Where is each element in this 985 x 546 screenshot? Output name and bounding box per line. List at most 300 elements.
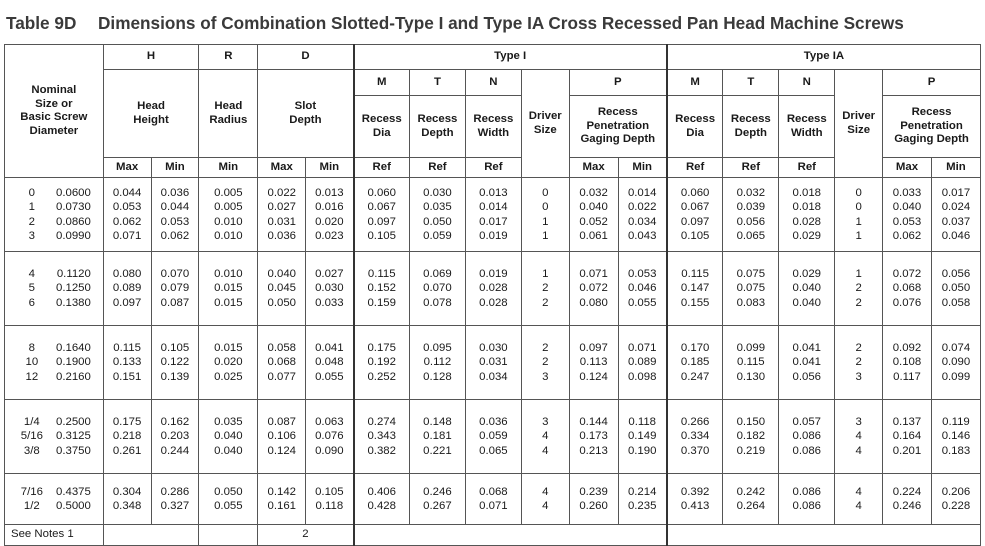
h-min-value: 0.079 <box>160 282 190 295</box>
type-i-driver-value: 3 <box>542 416 549 429</box>
type-ia-m-cell <box>667 178 723 252</box>
type-ia-m-value: 0.170 <box>680 342 710 355</box>
type-ia-m-value: 0.060 <box>680 186 710 199</box>
r-min-value: 0.010 <box>214 229 243 242</box>
h-min-cell <box>151 474 199 525</box>
type-i-m-cell <box>354 252 410 326</box>
dimensions-table <box>4 44 981 546</box>
nominal-size-header: Nominal Size or Basic Screw Diameter <box>5 45 104 178</box>
type-i-p-min-value: 0.043 <box>627 229 657 242</box>
nominal-size-cell <box>5 178 104 252</box>
type-ia-t-cell <box>723 474 779 525</box>
type-ia-p-max-cell <box>883 474 932 525</box>
h-min-value: 0.327 <box>160 500 190 512</box>
type-ia-driver-cell <box>835 326 883 400</box>
type-ia-t-value: 0.075 <box>736 282 766 295</box>
nominal-size-fraction: 5/16 <box>20 430 43 443</box>
d-min-value: 0.023 <box>315 229 344 242</box>
r-notes-cell <box>199 525 258 546</box>
type-i-m-value: 0.428 <box>367 500 396 512</box>
r-min-cell <box>199 178 258 252</box>
type-i-p-min-value: 0.098 <box>627 370 657 383</box>
type-i-p-max-value: 0.072 <box>579 282 608 295</box>
h-max-value: 0.071 <box>112 229 142 242</box>
type-i-t-cell <box>409 252 465 326</box>
type-ia-driver-cell <box>835 400 883 474</box>
type-i-p-min-cell <box>618 400 667 474</box>
nominal-size-fraction: 7/16 <box>20 485 43 498</box>
h-max-value: 0.097 <box>112 296 142 309</box>
r-min-value: 0.015 <box>214 296 243 309</box>
type-ia-n-value: 0.086 <box>792 430 822 443</box>
type-i-n-value: 0.031 <box>479 356 508 369</box>
type-ia-m-cell <box>667 400 723 474</box>
type-i-t-ref-header: Ref <box>409 158 465 178</box>
type-i-p-min-header: Min <box>618 158 667 178</box>
type-ia-p-min-value: 0.046 <box>941 229 971 242</box>
d-min-value: 0.033 <box>315 296 344 309</box>
type-ia-t-value: 0.242 <box>736 485 766 498</box>
type-i-p-max-value: 0.032 <box>579 186 608 199</box>
h-max-value: 0.080 <box>112 268 142 281</box>
type-i-n-value: 0.014 <box>479 201 508 214</box>
type-i-driver-cell <box>521 400 569 474</box>
type-ia-p-min-value: 0.099 <box>941 370 971 383</box>
type-ia-p-max-header: Max <box>883 158 932 178</box>
type-ia-t-value: 0.182 <box>736 430 766 443</box>
h-min-value: 0.203 <box>160 430 190 443</box>
type-ia-n-cell <box>779 474 835 525</box>
type-i-t-cell <box>409 326 465 400</box>
r-min-value: 0.050 <box>214 485 243 498</box>
type-i-recess-depth-header: Recess Depth <box>409 96 465 158</box>
type-ia-t-value: 0.099 <box>736 342 766 355</box>
type-i-driver-cell <box>521 326 569 400</box>
type-ia-m-cell <box>667 326 723 400</box>
basic-diameter-value: 0.3750 <box>56 444 91 457</box>
h-max-value: 0.304 <box>112 485 142 498</box>
type-i-p-max-value: 0.071 <box>579 268 608 281</box>
d-min-value: 0.063 <box>315 416 344 429</box>
type-i-driver-value: 3 <box>542 370 549 383</box>
type-i-t-value: 0.078 <box>423 296 452 309</box>
type-i-m-value: 0.382 <box>367 444 396 457</box>
type-i-m-value: 0.343 <box>367 430 396 443</box>
type-i-driver-cell <box>521 252 569 326</box>
type-ia-p-min-value: 0.058 <box>941 296 971 309</box>
type-ia-n-value: 0.018 <box>792 186 822 199</box>
type-i-t-value: 0.069 <box>423 268 452 281</box>
type-ia-m-value: 0.266 <box>680 416 710 429</box>
d-max-value: 0.161 <box>267 500 297 512</box>
type-ia-t-value: 0.065 <box>736 229 766 242</box>
type-ia-t-value: 0.130 <box>736 370 766 383</box>
h-max-cell <box>103 252 151 326</box>
d-min-value: 0.013 <box>315 186 344 199</box>
type-i-n-value: 0.068 <box>479 485 508 498</box>
nominal-size-cell <box>5 474 104 525</box>
nominal-size-fraction: 10 <box>25 356 39 369</box>
type-ia-n-value: 0.056 <box>792 370 822 383</box>
h-min-value: 0.139 <box>160 370 190 383</box>
type-ia-n-header: N <box>779 70 835 96</box>
basic-diameter-value: 0.1120 <box>56 268 91 281</box>
h-min-value: 0.122 <box>160 356 190 369</box>
type-i-n-cell <box>465 178 521 252</box>
type-i-n-cell <box>465 252 521 326</box>
type-ia-n-value: 0.086 <box>792 444 822 457</box>
type-ia-m-value: 0.247 <box>680 370 710 383</box>
type-i-p-max-value: 0.239 <box>579 485 608 498</box>
basic-diameter-value: 0.1250 <box>56 282 91 295</box>
d-max-cell <box>258 474 306 525</box>
type-ia-t-value: 0.032 <box>736 186 766 199</box>
type-ia-m-value: 0.334 <box>680 430 710 443</box>
type-i-n-ref-header: Ref <box>465 158 521 178</box>
d-min-cell <box>306 474 354 525</box>
type-i-p-max-cell <box>569 178 618 252</box>
basic-diameter-value: 0.0730 <box>56 201 91 214</box>
d-header: D <box>258 45 354 70</box>
type-ia-p-min-value: 0.090 <box>941 356 971 369</box>
d-max-value: 0.068 <box>267 356 297 369</box>
type-i-p-min-value: 0.022 <box>627 201 657 214</box>
type-i-t-value: 0.112 <box>423 356 452 369</box>
type-ia-p-min-value: 0.050 <box>941 282 971 295</box>
type-ia-m-ref-header: Ref <box>667 158 723 178</box>
h-min-value: 0.087 <box>160 296 190 309</box>
h-min-value: 0.286 <box>160 485 190 498</box>
type-i-n-value: 0.059 <box>479 430 508 443</box>
type-ia-n-value: 0.086 <box>792 500 822 512</box>
type-ia-t-value: 0.056 <box>736 215 766 228</box>
d-max-value: 0.031 <box>267 215 297 228</box>
type-ia-t-value: 0.083 <box>736 296 766 309</box>
type-i-t-value: 0.148 <box>423 416 452 429</box>
h-min-cell <box>151 326 199 400</box>
r-min-value: 0.040 <box>214 430 243 443</box>
type-i-m-value: 0.115 <box>367 268 396 281</box>
type-i-p-max-cell <box>569 400 618 474</box>
type-i-p-min-value: 0.014 <box>627 186 657 199</box>
type-i-m-cell <box>354 178 410 252</box>
type-ia-p-max-value: 0.072 <box>892 268 922 281</box>
basic-diameter-value: 0.0600 <box>56 186 91 199</box>
type-ia-p-min-value: 0.056 <box>941 268 971 281</box>
type-i-m-value: 0.105 <box>367 229 396 242</box>
type-ia-driver-value: 4 <box>855 444 862 457</box>
type-ia-m-value: 0.155 <box>680 296 710 309</box>
type-ia-p-max-value: 0.137 <box>892 416 922 429</box>
type-ia-p-max-value: 0.108 <box>892 356 922 369</box>
table-row <box>5 252 981 326</box>
basic-diameter-value: 0.0990 <box>56 229 91 242</box>
type-i-p-max-value: 0.061 <box>579 229 608 242</box>
type-ia-driver-value: 0 <box>855 201 862 214</box>
table-caption: Dimensions of Combination Slotted-Type I and Type IA Cross Recessed Pan Head Machine Screws <box>98 13 904 33</box>
type-i-m-header: M <box>354 70 410 96</box>
type-i-p-max-value: 0.213 <box>579 444 608 457</box>
h-max-cell <box>103 178 151 252</box>
d-max-cell <box>258 326 306 400</box>
h-min-cell <box>151 178 199 252</box>
h-max-value: 0.348 <box>112 500 142 512</box>
type-ia-p-min-value: 0.037 <box>941 215 971 228</box>
type-ia-n-value: 0.028 <box>792 215 822 228</box>
type-i-t-value: 0.128 <box>423 370 452 383</box>
r-min-value: 0.015 <box>214 282 243 295</box>
type-i-t-cell <box>409 474 465 525</box>
d-min-value: 0.027 <box>315 268 344 281</box>
type-i-p-min-value: 0.214 <box>627 485 657 498</box>
type-i-p-min-value: 0.055 <box>627 296 657 309</box>
type-ia-n-value: 0.029 <box>792 229 822 242</box>
h-max-value: 0.044 <box>112 186 142 199</box>
type-i-n-value: 0.013 <box>479 186 508 199</box>
d-max-value: 0.050 <box>267 296 297 309</box>
h-max-header: Max <box>103 158 151 178</box>
r-min-value: 0.015 <box>214 342 243 355</box>
type-i-n-cell <box>465 326 521 400</box>
d-max-cell <box>258 178 306 252</box>
type-ia-recess-penetration-header: Recess Penetration Gaging Depth <box>883 96 981 158</box>
type-i-m-value: 0.060 <box>367 186 396 199</box>
type-ia-p-max-cell <box>883 326 932 400</box>
d-max-header: Max <box>258 158 306 178</box>
type-i-t-value: 0.050 <box>423 215 452 228</box>
type-ia-p-min-header: Min <box>931 158 980 178</box>
type-i-driver-value: 1 <box>542 215 549 228</box>
r-min-cell <box>199 474 258 525</box>
type-i-n-value: 0.030 <box>479 342 508 355</box>
type-i-n-value: 0.019 <box>479 229 508 242</box>
type-i-p-max-cell <box>569 326 618 400</box>
type-i-driver-value: 2 <box>542 342 549 355</box>
d-min-value: 0.105 <box>315 485 344 498</box>
d-min-cell <box>306 400 354 474</box>
type-ia-t-value: 0.075 <box>736 268 766 281</box>
type-ia-p-max-cell <box>883 400 932 474</box>
nominal-size-fraction: 1/2 <box>23 500 40 512</box>
type-i-p-min-cell <box>618 178 667 252</box>
type-ia-m-value: 0.413 <box>680 500 710 512</box>
type-ia-n-cell <box>779 178 835 252</box>
type-ia-n-value: 0.040 <box>792 282 822 295</box>
type-ia-m-cell <box>667 474 723 525</box>
basic-diameter-value: 0.1640 <box>56 342 91 355</box>
type-ia-notes-cell <box>667 525 981 546</box>
type-ia-p-max-cell <box>883 178 932 252</box>
type-ia-driver-cell <box>835 252 883 326</box>
type-ia-driver-value: 0 <box>855 186 862 199</box>
type-i-n-header: N <box>465 70 521 96</box>
type-ia-p-min-value: 0.074 <box>941 342 971 355</box>
r-min-value: 0.010 <box>214 215 243 228</box>
type-i-m-value: 0.159 <box>367 296 396 309</box>
type-i-p-max-value: 0.124 <box>579 370 608 383</box>
type-i-m-value: 0.192 <box>367 356 396 369</box>
type-i-t-value: 0.246 <box>423 485 452 498</box>
type-i-recess-dia-header: Recess Dia <box>354 96 410 158</box>
type-ia-p-max-value: 0.040 <box>892 201 922 214</box>
d-min-value: 0.055 <box>315 370 344 383</box>
type-i-m-cell <box>354 474 410 525</box>
type-i-p-min-cell <box>618 474 667 525</box>
head-radius-header: Head Radius <box>199 70 258 158</box>
head-height-header: Head Height <box>103 70 199 158</box>
h-max-cell <box>103 474 151 525</box>
type-i-m-value: 0.252 <box>367 370 396 383</box>
type-i-p-min-value: 0.034 <box>627 215 657 228</box>
type-ia-t-cell <box>723 178 779 252</box>
type-i-driver-value: 2 <box>542 356 549 369</box>
d-min-cell <box>306 178 354 252</box>
type-ia-t-value: 0.219 <box>736 444 766 457</box>
type-ia-m-value: 0.097 <box>680 215 710 228</box>
type-ia-recess-depth-header: Recess Depth <box>723 96 779 158</box>
type-i-driver-value: 4 <box>542 500 549 512</box>
basic-diameter-value: 0.0860 <box>56 215 91 228</box>
type-i-p-min-value: 0.235 <box>627 500 657 512</box>
type-i-recess-width-header: Recess Width <box>465 96 521 158</box>
r-min-value: 0.005 <box>214 201 243 214</box>
type-ia-t-value: 0.039 <box>736 201 766 214</box>
type-ia-p-min-cell <box>931 178 980 252</box>
type-ia-p-min-value: 0.183 <box>941 444 971 457</box>
see-notes-label: See Notes 1 <box>5 525 104 546</box>
type-i-p-max-value: 0.144 <box>579 416 608 429</box>
type-ia-m-value: 0.370 <box>680 444 710 457</box>
d-max-value: 0.040 <box>267 268 297 281</box>
h-min-value: 0.053 <box>160 215 190 228</box>
type-ia-driver-value: 1 <box>855 229 862 242</box>
r-min-cell <box>199 326 258 400</box>
d-max-cell <box>258 252 306 326</box>
type-i-p-min-value: 0.118 <box>628 416 657 429</box>
nominal-size-fraction: 5 <box>28 282 36 295</box>
type-i-p-max-cell <box>569 252 618 326</box>
type-ia-driver-value: 2 <box>855 282 862 295</box>
d-max-value: 0.124 <box>267 444 297 457</box>
type-i-header: Type I <box>354 45 667 70</box>
type-i-n-value: 0.071 <box>479 500 508 512</box>
type-ia-driver-value: 2 <box>855 356 862 369</box>
type-ia-n-value: 0.086 <box>792 485 822 498</box>
type-i-p-max-value: 0.097 <box>579 342 608 355</box>
type-ia-driver-value: 3 <box>855 416 862 429</box>
type-i-n-value: 0.028 <box>479 296 508 309</box>
type-ia-driver-cell <box>835 474 883 525</box>
type-i-recess-penetration-header: Recess Penetration Gaging Depth <box>569 96 667 158</box>
r-min-value: 0.020 <box>214 356 243 369</box>
type-i-p-max-value: 0.040 <box>579 201 608 214</box>
h-max-value: 0.218 <box>112 430 142 443</box>
type-i-n-value: 0.034 <box>479 370 508 383</box>
h-max-cell <box>103 326 151 400</box>
d-min-value: 0.118 <box>315 500 344 512</box>
type-i-p-max-value: 0.052 <box>579 215 608 228</box>
type-i-t-cell <box>409 178 465 252</box>
type-ia-p-max-cell <box>883 252 932 326</box>
d-max-value: 0.036 <box>267 229 297 242</box>
type-i-p-header: P <box>569 70 667 96</box>
d-min-cell <box>306 252 354 326</box>
type-ia-p-max-value: 0.068 <box>892 282 922 295</box>
type-i-t-header: T <box>409 70 465 96</box>
type-ia-n-cell <box>779 252 835 326</box>
h-min-value: 0.044 <box>160 201 190 214</box>
type-i-n-cell <box>465 400 521 474</box>
type-ia-n-value: 0.041 <box>792 342 822 355</box>
type-ia-m-header: M <box>667 70 723 96</box>
type-i-p-max-value: 0.113 <box>579 356 608 369</box>
slot-depth-header: Slot Depth <box>258 70 354 158</box>
type-ia-t-value: 0.150 <box>736 416 766 429</box>
basic-diameter-value: 0.2500 <box>56 416 91 429</box>
type-ia-header: Type IA <box>667 45 981 70</box>
h-max-value: 0.089 <box>112 282 142 295</box>
nominal-size-fraction: 3/8 <box>23 444 40 457</box>
type-ia-driver-value: 4 <box>855 430 862 443</box>
type-ia-p-min-value: 0.228 <box>941 500 971 512</box>
type-ia-p-max-value: 0.224 <box>892 485 922 498</box>
type-i-driver-value: 4 <box>542 430 549 443</box>
h-max-value: 0.151 <box>112 370 142 383</box>
type-ia-m-value: 0.105 <box>680 229 710 242</box>
type-ia-n-value: 0.057 <box>792 416 822 429</box>
type-i-n-value: 0.028 <box>479 282 508 295</box>
type-i-t-value: 0.059 <box>423 229 452 242</box>
type-ia-n-cell <box>779 400 835 474</box>
type-i-p-min-value: 0.053 <box>627 268 657 281</box>
basic-diameter-value: 0.4375 <box>56 485 91 498</box>
h-min-value: 0.162 <box>160 416 190 429</box>
type-ia-driver-value: 2 <box>855 342 862 355</box>
table-row <box>5 474 981 525</box>
type-ia-m-value: 0.147 <box>680 282 710 295</box>
type-ia-m-value: 0.067 <box>680 201 710 214</box>
type-i-driver-value: 1 <box>542 268 549 281</box>
type-ia-p-min-cell <box>931 474 980 525</box>
d-min-value: 0.016 <box>315 201 344 214</box>
d-min-value: 0.030 <box>315 282 344 295</box>
type-i-notes-cell <box>354 525 667 546</box>
type-ia-t-value: 0.264 <box>736 500 766 512</box>
d-max-value: 0.058 <box>267 342 297 355</box>
d-max-value: 0.087 <box>267 416 297 429</box>
nominal-size-cell <box>5 252 104 326</box>
type-ia-t-value: 0.115 <box>736 356 765 369</box>
d-min-value: 0.048 <box>315 356 344 369</box>
type-i-t-value: 0.070 <box>423 282 452 295</box>
d-max-value: 0.022 <box>267 186 297 199</box>
h-max-value: 0.115 <box>113 342 141 355</box>
type-ia-n-ref-header: Ref <box>779 158 835 178</box>
type-ia-p-max-value: 0.062 <box>892 229 922 242</box>
h-min-cell <box>151 252 199 326</box>
nominal-size-fraction: 1/4 <box>23 416 40 429</box>
type-i-t-value: 0.030 <box>423 186 452 199</box>
nominal-size-fraction: 0 <box>28 186 36 199</box>
type-i-t-value: 0.221 <box>423 444 452 457</box>
nominal-size-cell <box>5 326 104 400</box>
type-ia-driver-value: 1 <box>855 215 862 228</box>
r-min-value: 0.035 <box>214 416 243 429</box>
h-max-value: 0.261 <box>112 444 142 457</box>
type-i-t-value: 0.181 <box>423 430 452 443</box>
type-i-driver-value: 4 <box>542 485 549 498</box>
nominal-size-fraction: 12 <box>25 370 39 383</box>
